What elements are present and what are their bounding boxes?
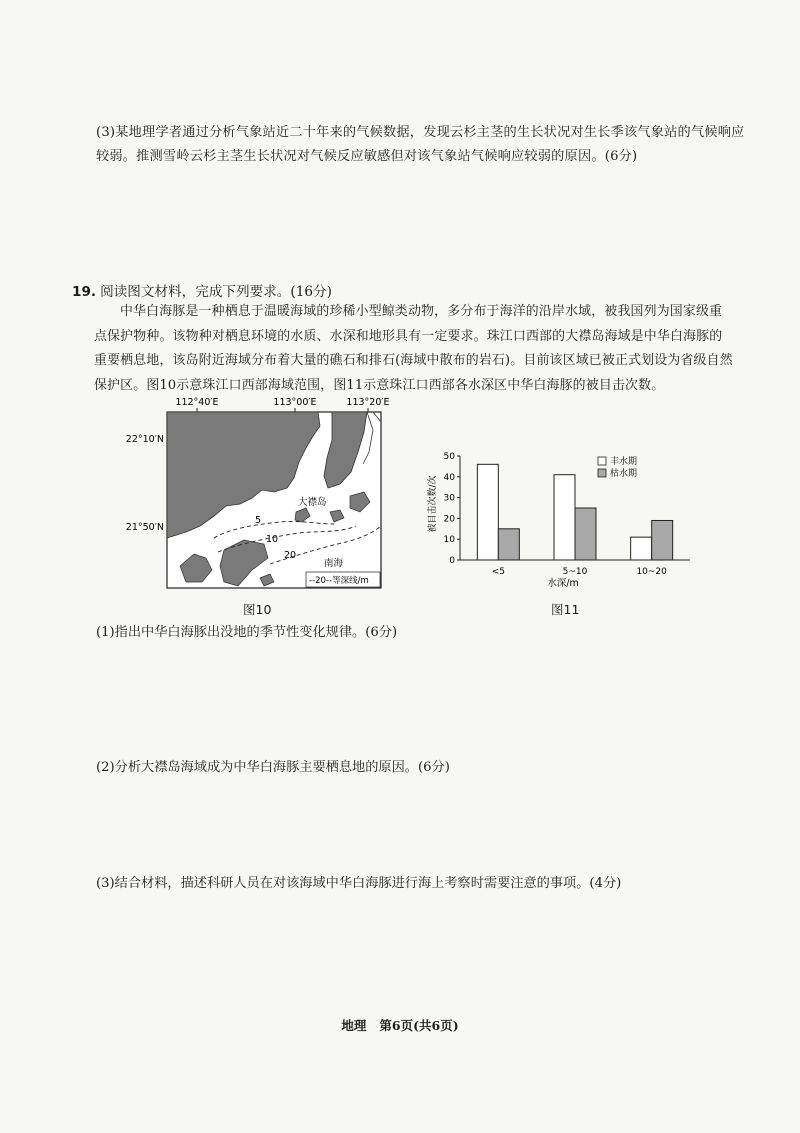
map-legend: --20--等深线/m [309,576,369,586]
dajin-island-label: 大襟岛 [298,497,327,508]
bar-dry-2 [652,520,673,560]
page-footer [0,1016,800,1034]
bar-dry-0 [498,529,519,560]
fig11-caption: 图11 [551,602,580,617]
x-tick-label: 10~20 [636,567,667,577]
y-tick-label: 30 [443,493,455,504]
lat-label-2: 21°50′N [125,522,164,533]
bar-wet-1 [554,475,575,560]
lon-label-1: 112°40′E [175,397,219,408]
lon-label-3: 113°20′E [346,397,390,408]
contour-label-20: 20 [284,550,297,561]
bar-wet-2 [631,537,652,560]
q18-part3-text: (3)某地理学者通过分析气象站近二十年来的气候数据，发现云杉主茎的生长状况对生长季该气象站的气候响应较弱。推测雪岭云杉主茎生长状况对气候反应敏感但对该气象站气候响应较弱的原因。(6分) [96,125,745,164]
legend-swatch-0 [598,457,606,465]
y-tick-label: 0 [449,556,455,566]
y-tick-label: 40 [443,472,455,483]
q19-part3: (3)结合材料，描述科研人员在对该海域中华白海豚进行海上考察时需要注意的事项。(4分) [96,876,622,891]
fig11-bars [477,464,672,560]
fig11-chart [420,446,710,596]
contour-label-5: 5 [255,515,262,526]
x-tick-label: <5 [491,567,505,577]
lon-label-2: 113°00′E [273,397,317,408]
q19-number: 19. [72,284,97,300]
footer-page: 第6页(共6页) [379,1018,459,1033]
legend-label-1: 枯水期 [610,469,638,479]
legend-label-0: 丰水期 [610,457,638,467]
lat-label-1: 22°10′N [125,434,164,445]
x-tick-label: 5~10 [562,567,588,577]
fig11-ylabel: 被目击次数/次 [428,475,438,533]
fig10-map [120,392,390,602]
q19-material: 中华白海豚是一种栖息于温暖海域的珍稀小型鲸类动物，多分布于海洋的沿岸水域，被我国列为国家级重点保护物种。该物种对栖息环境的水质、水深和地形具有一定要求。珠江口西部的大襟岛海域是中华白海豚的重要栖息地，该岛附近海域分布着大量的礁石和排石(海域中散布的岩石)。目前该区域已被正式划设为省级自然保护区。图10示意珠江口西部海域范围，图11示意珠江口西部各水深区中华白海豚的被目击次数。 [94,304,733,393]
y-tick-label: 10 [443,535,455,546]
contour-label-10: 10 [266,534,279,545]
q19-heading [72,280,332,300]
fig11-yticks [444,452,460,566]
q19-part2: (2)分析大襟岛海域成为中华白海豚主要栖息地的原因。(6分) [96,760,450,775]
sea-label: 南海 [324,558,344,569]
bar-wet-0 [477,464,498,560]
bar-dry-1 [575,508,596,560]
footer-subject: 地理 [341,1018,367,1033]
fig11-xlabel: 水深/m [547,578,579,589]
y-tick-label: 50 [443,452,455,462]
fig11-legend [598,455,637,479]
fig11-xticks [492,567,667,577]
legend-swatch-1 [598,469,606,477]
fig10-caption: 图10 [243,602,272,617]
q19-heading-text: 阅读图文材料，完成下列要求。(16分) [100,284,332,300]
q19-part1: (1)指出中华白海豚出没地的季节性变化规律。(6分) [96,625,398,640]
y-tick-label: 20 [443,514,455,525]
